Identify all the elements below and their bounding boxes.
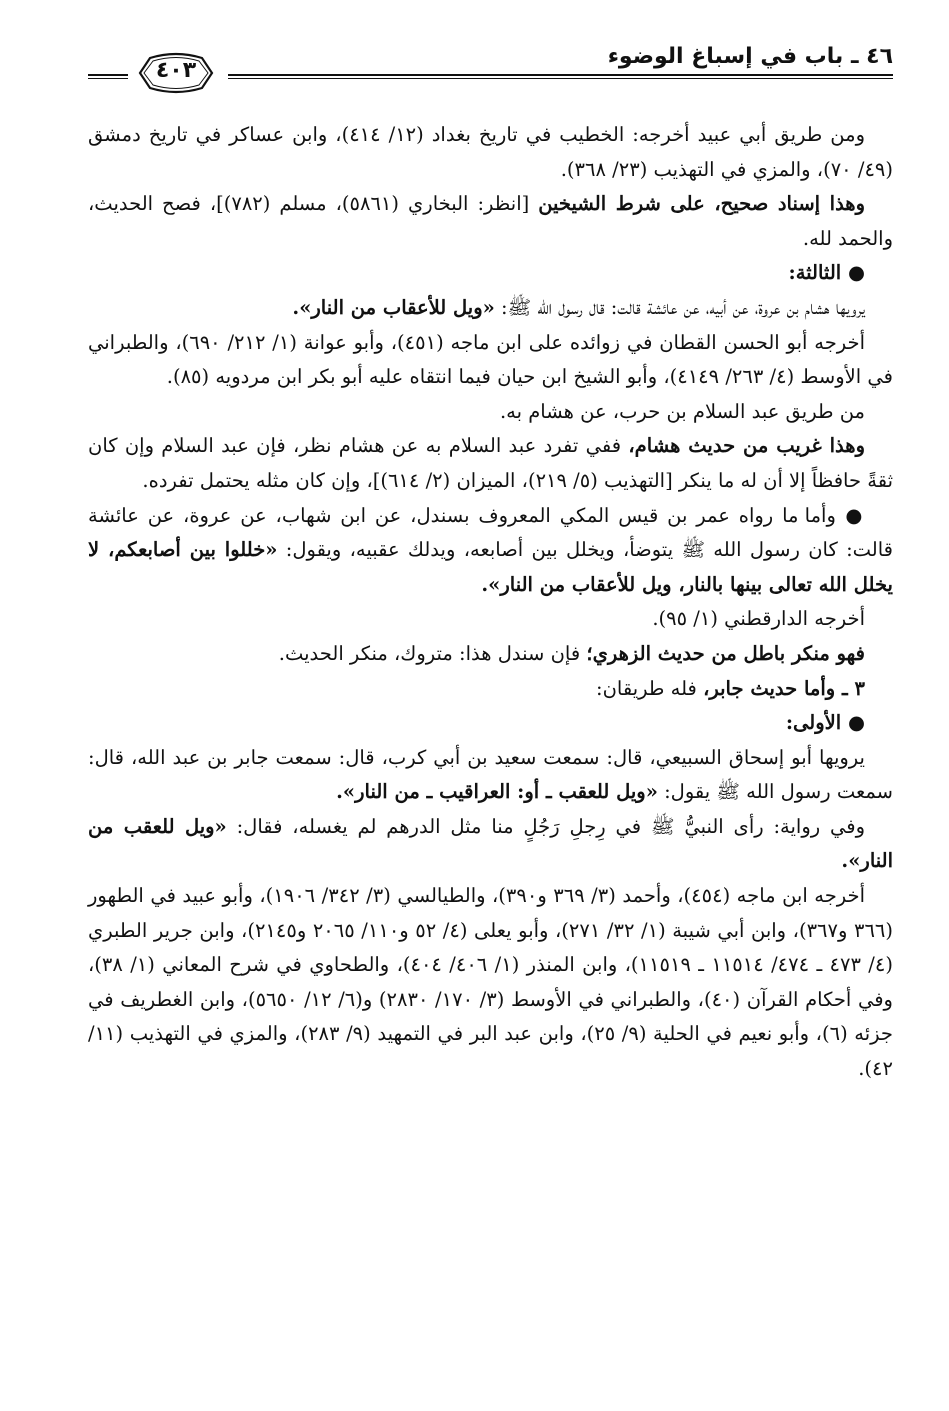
text-segment: فإن سندل هذا: متروك، منكر الحديث. [278, 641, 587, 665]
bold-text: «ويل للأعقاب من النار». [292, 295, 495, 319]
chapter-title: ٤٦ ـ باب في إسباغ الوضوء [607, 44, 893, 69]
paragraph [88, 395, 893, 430]
bold-text: وهذا غريب من حديث هشام، [628, 434, 865, 458]
bold-text: ● [841, 261, 865, 285]
text-segment: من طريق عبد السلام بن حرب، عن هشام به. [499, 399, 865, 423]
bold-text: «ويل للعقب ـ أو: العراقيب ـ من النار». [336, 780, 658, 804]
bold-text: ● [835, 503, 865, 527]
paragraph [88, 118, 893, 187]
paragraph [88, 637, 893, 672]
text-segment: أخرجه الدارقطني (١/ ٩٥). [652, 607, 865, 631]
paragraph [88, 672, 893, 707]
text-segment: أخرجه ابن ماجه (٤٥٤)، وأحمد (٣/ ٣٦٩ و٣٩٠)، والطيالسي (٣/ ٣٤٢/ ١٩٠٦)، وأبو عبيد في الطهور (٣٦٦ و٣٦٧)، وابن أبي شيبة (١/ ٣٢/ ٢٧١)، وأبو يعلى (٤/ ٥٢ و١١٠/ ٢٠٦٥ و٢١٤٥)، وابن جرير الطبري (٤/ ٤٧٣ ـ ٤٧٤/ ١١٥١٤ ـ ١١٥١٩)، وابن المنذر (١/ ٤٠٦/ ٤٠٤)، والطحاوي في شرح المعاني (١/ ٣٨)، وفي أحكام القرآن (٤٠)، والطبراني في الأوسط (٣/ ١٧٠/ ٢٨٣٠) و(٦/ ١٢/ ٥٦٥٠)، وابن الغطريف في جزئه (٦)، وأبو نعيم في الحلية (٩/ ٢٥)، وابن عبد البر في التمهيد (٩/ ٢٨٣)، والمزي في التهذيب (١١/ ٤٢). [88, 884, 893, 1081]
bold-text: ٣ ـ وأما [797, 676, 865, 700]
paragraph [88, 429, 893, 498]
bold-text: الثالثة: [788, 261, 842, 285]
text-segment: ففي تفرد عبد السلام به عن هشام نظر، فإن عبد السلام وإن كان ثقةً حافظاً إلا أن له ما ينكر [التهذيب (٥/ ٢١٩)، الميزان (٢/ ٦١٤)]، وإن كان مثله يحتمل تفرده. [88, 434, 893, 492]
header-rule-left [88, 74, 128, 79]
paragraph [88, 879, 893, 1087]
bold-text: ● [841, 711, 865, 735]
page-number: ٤٠٣ [155, 58, 197, 83]
paragraph [88, 706, 893, 741]
text-segment: أخرجه أبو الحسن القطان في زوائده على ابن ماجه (٤٥١)، وأبو عوانة (١/ ٢١٢/ ٦٩٠)، والطبراني في الأوسط (٤/ ٢٦٣/ ٤١٤٩)، وأبو الشيخ ابن حيان فيما انتقاه عليه أبو بكر ابن مردويه (٨٥). [88, 330, 893, 389]
paragraph [88, 602, 893, 637]
paragraph [88, 741, 893, 810]
bold-text: فهو منكر باطل من حديث الزهري؛ [586, 641, 865, 665]
page-header [88, 40, 893, 90]
paragraph [88, 499, 893, 603]
text-segment: ومن طريق أبي عبيد أخرجه: الخطيب في تاريخ بغداد (١٢/ ٤١٤)، وابن عساكر في تاريخ دمشق (٤٩/ ٧٠)، والمزي في التهذيب (٢٣/ ٣٦٨). [88, 123, 893, 181]
bold-text: «ويل للعقب من النار». [88, 814, 893, 873]
bold-text: وهذا إسناد صحيح، على شرط الشيخين [538, 192, 866, 216]
text-segment: وأما ما رواه عمر بن قيس المكي المعروف بسندل، عن ابن شهاب، عن عروة، عن عائشة قالت: كان رسول الله ﷺ يتوضأ، ويخلل بين أصابعه، ويدلك عقبيه، ويقول: [88, 503, 893, 562]
paragraph [88, 326, 893, 395]
paragraph [88, 187, 893, 256]
bold-text: الأولى: [785, 711, 842, 735]
bold-text: حديث جابر، [703, 676, 798, 700]
text-segment: يرويها هشام بن عروة، عن أبيه، عن عائشة قالت: قال رسول الله ﷺ: [494, 295, 865, 319]
page-number-box [130, 52, 222, 94]
text-segment: [انظر: البخاري (٥٨٦١)، مسلم (٧٨٢)]، فصح الحديث، والحمد لله. [88, 192, 893, 250]
header-rule [228, 74, 893, 79]
paragraph [88, 810, 893, 879]
text-segment: فله طريقان: [596, 676, 704, 700]
text-segment: وفي رواية: رأى النبيُّ ﷺ في رِجلِ رَجُلٍ منا مثل الدرهم لم يغسله، فقال: [226, 814, 866, 838]
paragraph [88, 256, 893, 291]
bold-text: «خللوا بين أصابعكم، لا يخلل الله تعالى بينها بالنار، ويل للأعقاب من النار». [88, 538, 893, 596]
text-segment: يرويها أبو إسحاق السبيعي، قال: سمعت سعيد بن أبي كرب، قال: سمعت جابر بن عبد الله، قال: سمعت رسول الله ﷺ يقول: [88, 745, 893, 804]
paragraph [88, 291, 893, 326]
page-body [88, 118, 893, 1087]
